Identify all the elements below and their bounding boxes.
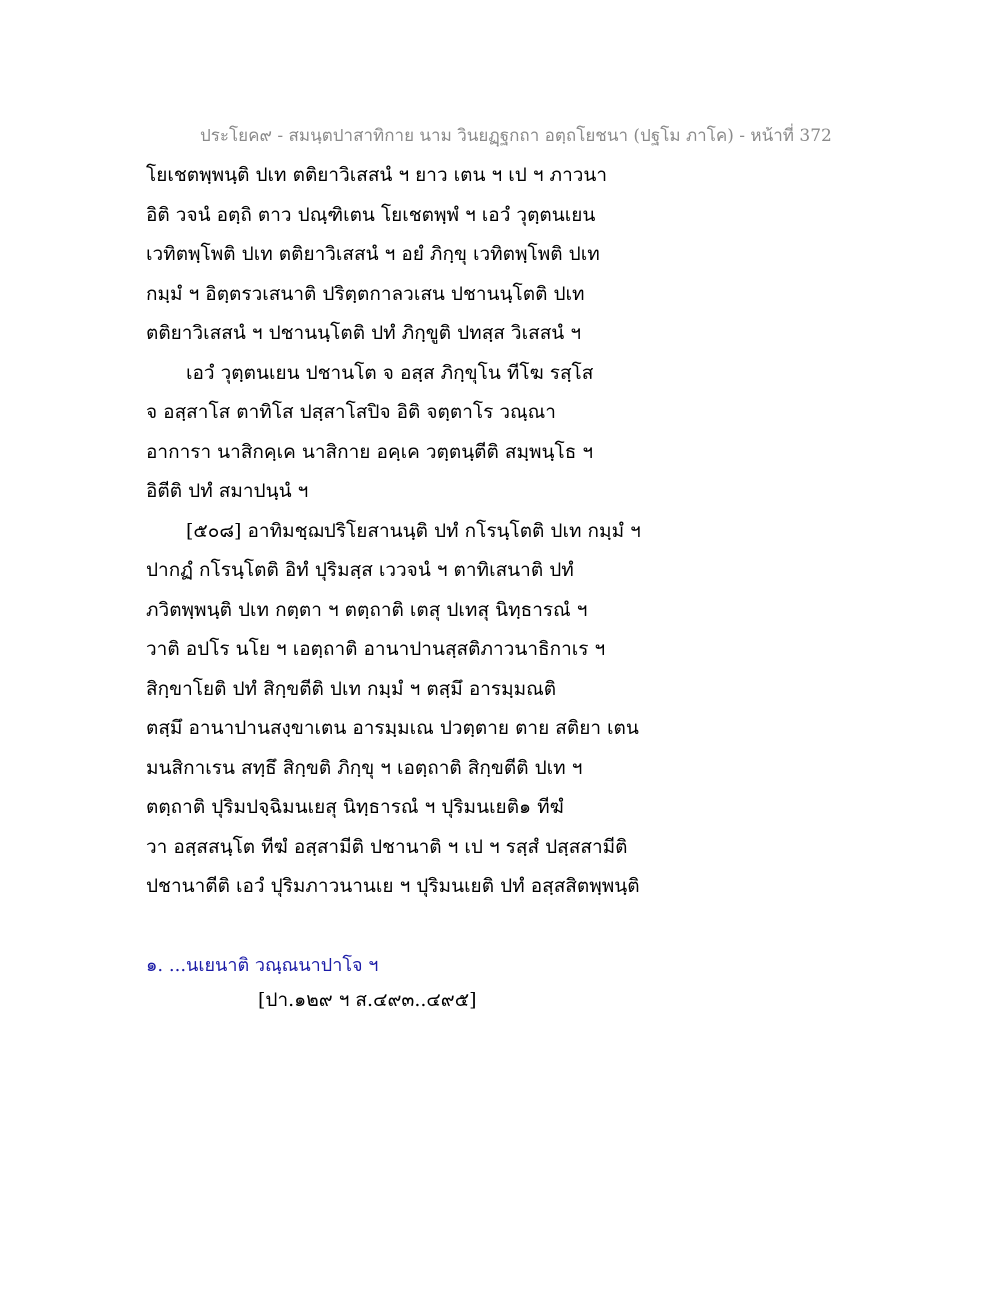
text-line: โยเชตพฺพนฺติ ปเท ตติยาวิเสสนํ ฯ ยาว เตน ฯ เป ฯ ภาวนา <box>146 164 608 186</box>
text-line: ปชานาตีติ เอวํ ปุริมภาวนานเย ฯ ปุริมนเยติ ปทํ อสฺสสิตพฺพนฺติ <box>146 875 640 897</box>
text-line: ตตฺถาติ ปุริมปจฺฉิมนเยสุ นิทฺธารณํ ฯ ปุริมนเยติ๑ ทีฆํ <box>146 796 564 818</box>
footnote: ๑. ...นเยนาติ วณฺณนาปาโจ ฯ <box>146 955 379 976</box>
text-line: เวทิตพฺโพติ ปเท ตติยาวิเสสนํ ฯ อยํ ภิกฺขุ เวทิตพฺโพติ ปเท <box>146 243 600 265</box>
text-line: ปากฏํ กโรนฺโตติ อิทํ ปุริมสฺส เววจนํ ฯ ตาทิเสนาติ ปทํ <box>146 559 574 581</box>
text-line: กมฺมํ ฯ อิตฺตรวเสนาติ ปริตฺตกาลวเสน ปชานนฺโตติ ปเท <box>146 282 585 305</box>
text-line: จ อสฺสาโส ตาทิโส ปสฺสาโสปิจ อิติ จตฺตาโร วณฺณา <box>146 401 556 423</box>
text-line: อิตีติ ปทํ สมาปนฺนํ ฯ <box>146 480 309 502</box>
text-line: [๕๐๘] อาทิมชฺฌปริโยสานนฺติ ปทํ กโรนฺโตติ ปเท กมฺมํ ฯ <box>186 519 641 542</box>
text-line: มนสิกาเรน สทฺธึ สิกฺขติ ภิกฺขุ ฯ เอตฺถาติ สิกฺขตีติ ปเท ฯ <box>146 756 583 779</box>
text-line: อิติ วจนํ อตฺถิ ตาว ปณฺฑิเตน โยเชตพฺพํ ฯ เอวํ วุตฺตนเยน <box>146 203 596 226</box>
page-reference: [ปา.๑๒๙ ฯ ส.๔๙๓..๔๙๕] <box>258 989 477 1011</box>
text-line: อาการา นาสิกคฺเค นาสิกาย อคฺเค วตฺตนฺตีติ สมฺพนฺโธ ฯ <box>146 440 594 463</box>
text-line: วาติ อปโร นโย ฯ เอตฺถาติ อานาปานสฺสติภาวนาธิกาเร ฯ <box>146 638 606 660</box>
text-line: เอวํ วุตฺตนเยน ปชานโต จ อสฺส ภิกฺขุโน ทีโฆ รสฺโส <box>186 361 594 384</box>
running-header: ประโยค๙ - สมนฺตปาสาทิกาย นาม วินยฏฺฐกถา อตฺถโยชนา (ปฐโม ภาโค) - หน้าที่ 372 <box>200 126 832 146</box>
text-line: ตติยาวิเสสนํ ฯ ปชานนฺโตติ ปทํ ภิกฺขูติ ปทสฺส วิเสสนํ ฯ <box>146 322 581 344</box>
text-line: ภวิตพฺพนฺติ ปเท กตฺตา ฯ ตตฺถาติ เตสุ ปเทสุ นิทฺธารณํ ฯ <box>146 598 588 621</box>
text-line: ตสฺมึ อานาปานสงฺขาเตน อารมฺมเณ ปวตฺตาย ตาย สติยา เตน <box>146 717 639 739</box>
text-line: วา อสฺสสนฺโต ทีฆํ อสฺสามีติ ปชานาติ ฯ เป ฯ รสฺสํ ปสฺสสามีติ <box>146 835 628 858</box>
text-line: สิกฺขาโยติ ปทํ สิกฺขตีติ ปเท กมฺมํ ฯ ตสฺมึ อารมฺมณติ <box>146 677 557 700</box>
body-text <box>146 156 866 907</box>
